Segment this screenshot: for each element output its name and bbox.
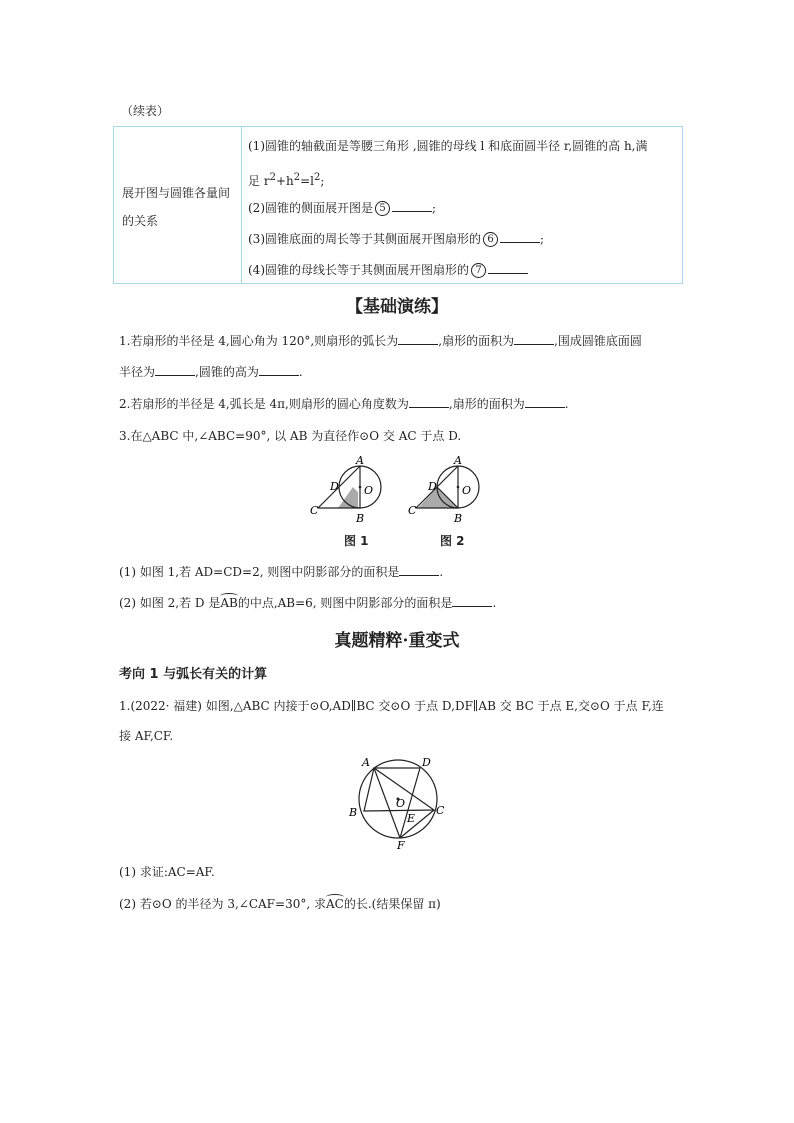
label-b: B xyxy=(454,512,463,525)
label-a: A xyxy=(454,454,462,467)
table-line-2: 足 $r^2+h^2=l^2$; xyxy=(248,172,325,188)
answer-blank xyxy=(488,261,528,274)
table-left-cell: 展开图与圆锥各量间的关系 xyxy=(122,186,231,228)
question-3-part-1: (1) 如图 1,若 AD=CD=2, 则图中阴影部分的面积是 . xyxy=(119,565,444,579)
circled-number-5: 5 xyxy=(375,201,390,216)
figures-1-and-2 xyxy=(308,452,498,528)
table-right-cell xyxy=(248,131,678,286)
section-heading-exam-questions: 真题精粹·重变式 xyxy=(334,631,460,651)
cone-relation-table xyxy=(113,126,683,284)
subsection-arc-length: 考向 1 与弧长有关的计算 xyxy=(119,667,268,682)
figure-1 xyxy=(310,454,381,525)
answer-blank xyxy=(500,230,540,243)
table-line-3: (2)圆锥的侧面展开图是 5 ; xyxy=(248,201,437,215)
circled-number-6: 6 xyxy=(483,232,498,247)
circled-number-7: 7 xyxy=(471,263,486,278)
label-a: A xyxy=(356,454,364,467)
label-o: O xyxy=(462,484,472,497)
label-o: O xyxy=(396,797,406,810)
label-e: E xyxy=(407,812,416,825)
question-1-line-2: 半径为 ,圆锥的高为 . xyxy=(119,365,303,379)
label-c: C xyxy=(436,804,445,817)
arc-ac: AC xyxy=(325,897,344,911)
label-d: D xyxy=(422,756,431,769)
label-c: C xyxy=(408,504,417,517)
continued-label: （续表） xyxy=(121,104,170,118)
table-line-4: (3)圆锥底面的周长等于其侧面展开图扇形的 6 ; xyxy=(248,232,545,246)
figure-2-caption: 图 2 xyxy=(440,534,465,548)
answer-blank xyxy=(392,199,432,212)
question-3: 3.在△ABC 中,∠ABC=90°, 以 AB 为直径作⊙O 交 AC 于点 D. xyxy=(119,429,462,443)
section-heading-basic-practice: 【基础演练】 xyxy=(346,297,448,317)
center-dot xyxy=(359,486,362,489)
figure-inscribed-triangle xyxy=(346,752,448,852)
problem-1-line-1: 1.(2022· 福建) 如图,△ABC 内接于⊙O,AD∥BC 交⊙O 于点 D,DF∥AB 交 BC 于点 E,交⊙O 于点 F,连 xyxy=(119,699,664,713)
label-o: O xyxy=(364,484,374,497)
center-dot xyxy=(457,486,460,489)
label-b: B xyxy=(349,806,358,819)
label-d: D xyxy=(330,480,339,493)
problem-1-part-2: (2) 若⊙O 的半径为 3,∠CAF=30°, 求AC的长.(结果保留 π) xyxy=(119,897,441,911)
table-line-1: (1)圆锥的轴截面是等腰三角形 ,圆锥的母线 l 和底面圆半径 r,圆锥的高 h,满 xyxy=(248,139,648,153)
shaded-region xyxy=(418,487,458,508)
label-f: F xyxy=(397,839,405,852)
question-1-line-1: 1.若扇形的半径是 4,圆心角为 120°,则扇形的弧长为 ,扇形的面积为 ,围成圆锥底面圆 xyxy=(119,334,642,348)
problem-1-part-1: (1) 求证:AC=AF. xyxy=(119,865,215,879)
figure-1-caption: 图 1 xyxy=(344,534,369,548)
figure-2 xyxy=(408,454,479,525)
problem-1-line-2: 接 AF,CF. xyxy=(119,729,174,743)
arc-ab: AB xyxy=(220,596,238,610)
label-a: A xyxy=(362,756,370,769)
table-line-5: (4)圆锥的母线长等于其侧面展开图扇形的 7 xyxy=(248,255,678,286)
label-d: D xyxy=(428,480,437,493)
segment-cf xyxy=(400,810,434,838)
question-3-part-2: (2) 如图 2,若 D 是AB的中点,AB=6, 则图中阴影部分的面积是 . xyxy=(119,596,497,610)
label-b: B xyxy=(356,512,365,525)
table-divider xyxy=(241,127,242,283)
label-c: C xyxy=(310,504,319,517)
question-2: 2.若扇形的半径是 4,弧长是 4π,则扇形的圆心角度数为 ,扇形的面积为 . xyxy=(119,397,569,411)
